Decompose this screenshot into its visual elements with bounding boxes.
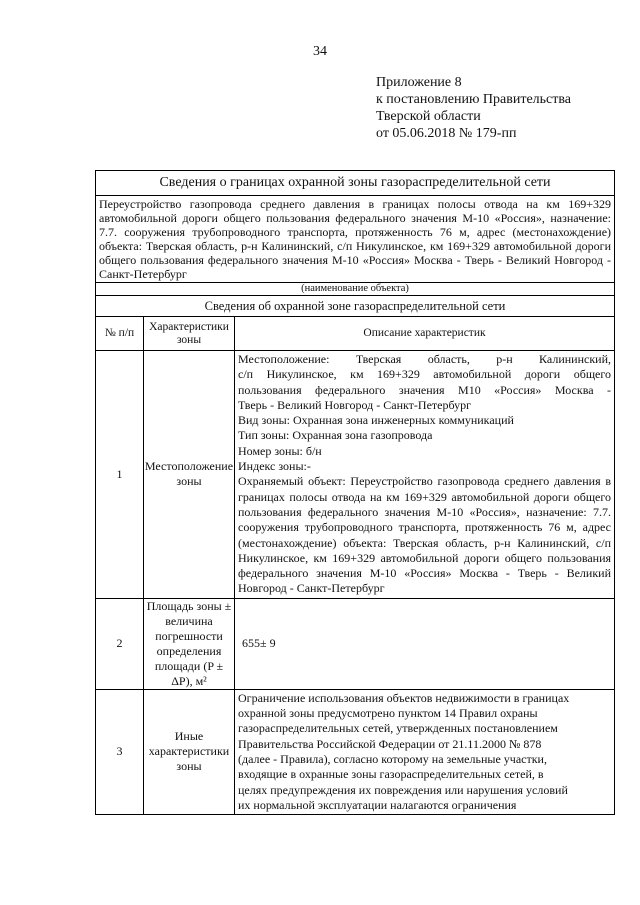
- description-line: Вид зоны: Охранная зона инженерных коммуникаций: [238, 413, 514, 428]
- description-line: их нормальной эксплуатации налагаются ограничения: [238, 797, 517, 812]
- row-number: 1: [96, 351, 144, 599]
- description-line: газораспределительных сетей, утвержденных постановлением: [238, 721, 558, 736]
- column-header-description: Описание характеристик: [235, 317, 615, 351]
- description-line: (далее - Правила), согласно которому на земельные участки,: [238, 751, 547, 766]
- description-line: пользования федерального значения М10 «Россия» Москва -: [238, 382, 612, 397]
- description-line: Местоположение: Тверская область, р-н Калининский,: [238, 352, 612, 366]
- table-row: [96, 351, 615, 599]
- page-number: 34: [313, 44, 327, 59]
- column-header-num: № п/п: [96, 317, 144, 351]
- description-line: Индекс зоны:-: [238, 459, 311, 474]
- table-row: [96, 689, 615, 814]
- row-characteristic: Местоположение зоны: [144, 351, 235, 599]
- area-value: 655± 9: [235, 598, 615, 689]
- description-line: целях предупреждения их повреждения или нарушения условий: [238, 782, 568, 797]
- document-title: Сведения о границах охранной зоны газораспределительной сети: [96, 171, 615, 196]
- column-header-characteristic: Характеристики зоны: [144, 317, 235, 351]
- description-line: охранной зоны предусмотрено пунктом 14 Правил охраны: [238, 706, 538, 721]
- description-paragraph: Охраняемый объект: Переустройство газопровода среднего давления в границах полосы отвода на км 169+329 автомобильной дороги общего пользования федерального значения М-10 «Россия», назначение: 7.7. сооружения трубопроводного транспорта, протяженность 76 м, адрес (местонахождение) объекта: Тверская область, р-н Калининский, с/п Никулинское, км 169+329 автомобильной дороги общего пользования федерального значения М-10 «Россия» Москва - Тверь - Великий Новгород - Санкт-Петербург: [238, 474, 612, 596]
- description-line: Ограничение использования объектов недвижимости в границах: [238, 690, 570, 705]
- description-line: Правительства Российской Федерации от 21.11.2000 № 878: [238, 736, 542, 751]
- description-line: с/п Никулинское, км 169+329 автомобильной дороги общего: [238, 367, 612, 382]
- appendix-line: Приложение 8: [376, 75, 462, 90]
- row-description: [235, 689, 615, 814]
- object-caption: (наименование объекта): [96, 283, 615, 296]
- section-title: Сведения об охранной зоне газораспределительной сети: [96, 296, 615, 317]
- zone-table: [95, 170, 615, 815]
- appendix-line: от 05.06.2018 № 179-пп: [376, 126, 517, 141]
- description-line: Тверь - Великий Новгород - Санкт-Петербург: [238, 397, 472, 412]
- appendix-line: Тверской области: [376, 109, 481, 124]
- row-number: 3: [96, 689, 144, 814]
- description-line: Номер зоны: б/н: [238, 443, 322, 458]
- table-row: [96, 598, 615, 689]
- appendix-header: [376, 74, 571, 142]
- row-description: [235, 351, 615, 599]
- object-description: Переустройство газопровода среднего давления в границах полосы отвода на км 169+329 автомобильной дороги общего пользования федерального значения М-10 «Россия», назначение: 7.7. сооружения трубопроводного транспорта, протяженность 76 м, адрес (местонахождение) объекта: Тверская область, р-н Калининский, с/п Никулинское, км 169+329 автомобильной дороги общего пользования федерального значения М-10 «Россия» Москва - Тверь - Великий Новгород - Санкт-Петербург: [96, 196, 615, 283]
- description-line: Тип зоны: Охранная зона газопровода: [238, 428, 433, 443]
- appendix-line: к постановлению Правительства: [376, 92, 572, 107]
- row-number: 2: [96, 598, 144, 689]
- row-characteristic: Иные характеристики зоны: [144, 689, 235, 814]
- description-line: входящие в охранные зоны газораспределительных сетей, в: [238, 767, 544, 782]
- row-characteristic: Площадь зоны ± величина погрешности определения площади (P ± ΔP), м²: [144, 598, 235, 689]
